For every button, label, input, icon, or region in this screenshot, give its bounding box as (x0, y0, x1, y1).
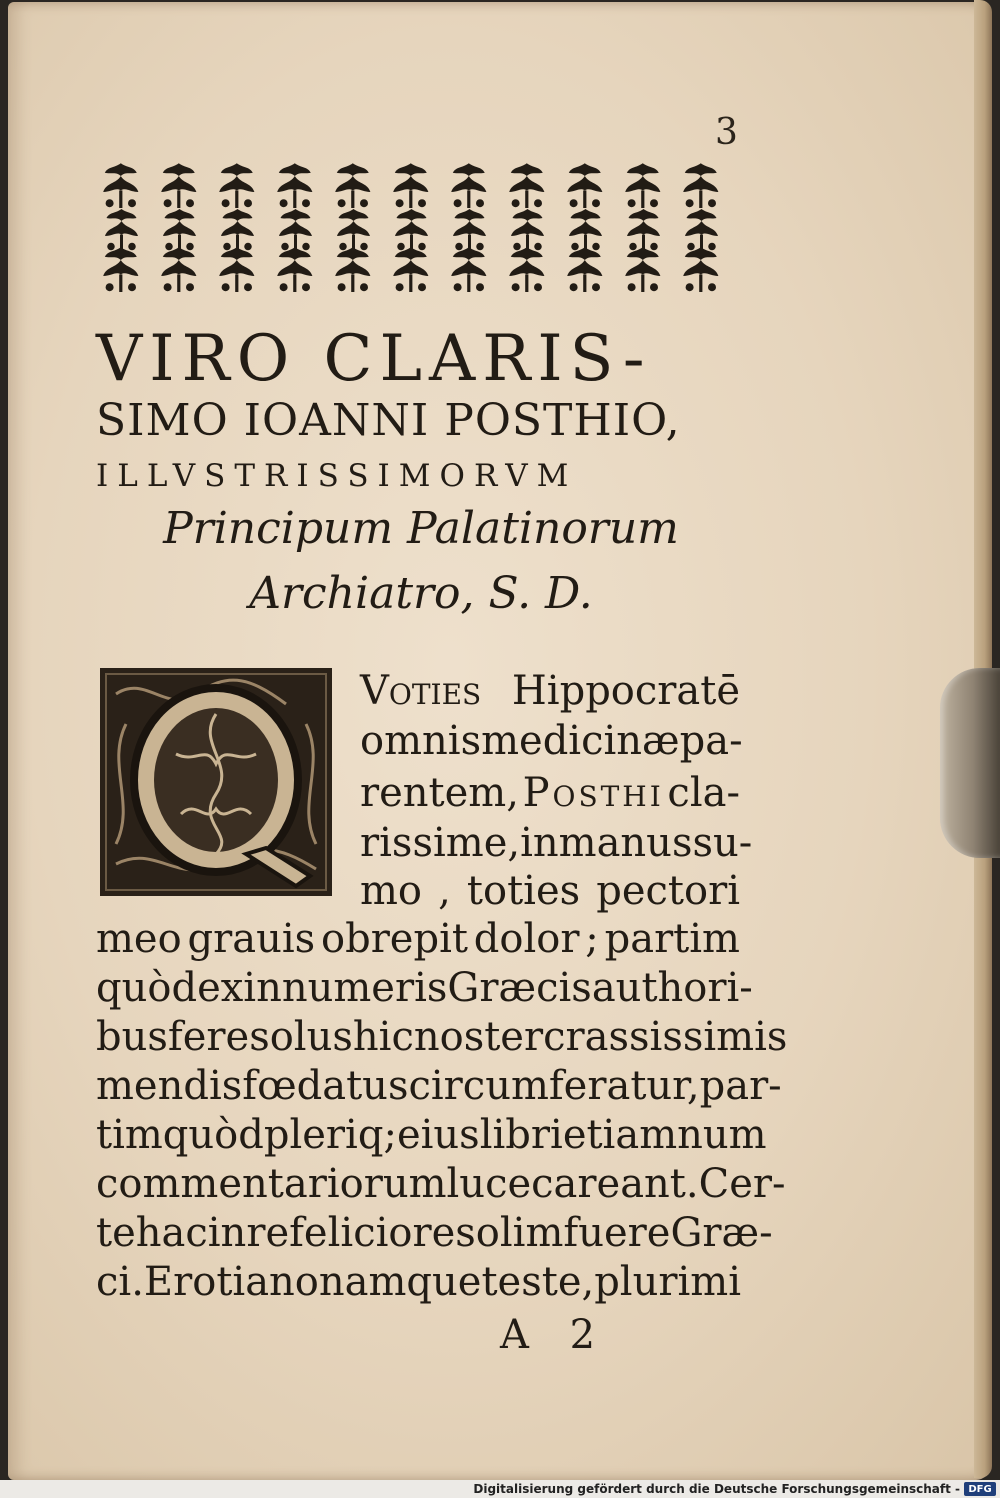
ornament-glyph (683, 247, 718, 292)
ornament-glyph (569, 209, 602, 251)
word: omnis (360, 718, 482, 764)
ornament-glyph (277, 247, 312, 292)
ornament-glyph (161, 163, 196, 208)
word: quòd (96, 965, 198, 1011)
word: par- (699, 1063, 782, 1109)
word: Græ- (670, 1210, 773, 1256)
word: ex (197, 965, 244, 1011)
word: rissime, (360, 820, 521, 866)
ornament-glyph (163, 209, 196, 251)
footer-bar (0, 1480, 1000, 1498)
ornament-glyph (337, 209, 370, 251)
catchword: A 2 (500, 1312, 610, 1358)
word: luce (446, 1161, 532, 1207)
ornament-glyph (683, 163, 718, 208)
ornament-glyph (277, 163, 312, 208)
ornament-glyph (625, 163, 660, 208)
word: su- (692, 820, 753, 866)
dfg-logo: DFG (964, 1482, 996, 1496)
word: solus (249, 1014, 353, 1060)
word: mendis (96, 1063, 243, 1109)
word: Erotiano (143, 1259, 319, 1305)
text-line (96, 965, 753, 1011)
ornament-glyph (627, 209, 660, 251)
word: re (246, 1210, 290, 1256)
title-line-2: SIMO IOANNI POSTHIO, (96, 395, 681, 446)
word: tim (96, 1112, 163, 1158)
word: feliciores (289, 1210, 476, 1256)
text-line (96, 1014, 788, 1060)
word: bus (96, 1014, 168, 1060)
ornament-glyph (625, 247, 660, 292)
word: te (96, 1210, 136, 1256)
ornament-glyph (279, 209, 312, 251)
ornament-band (100, 160, 740, 292)
ornament-glyph (393, 247, 428, 292)
word: fere (167, 1014, 250, 1060)
text-line (96, 1210, 773, 1256)
word: Posthi (522, 770, 664, 816)
word: hac (135, 1210, 208, 1256)
word: cla- (667, 770, 740, 816)
word: ci. (96, 1259, 144, 1305)
word: fuere (563, 1210, 671, 1256)
decorated-initial-q (96, 664, 336, 900)
word: careant. (531, 1161, 699, 1207)
ornament-glyph (105, 209, 138, 251)
text-line (96, 1063, 782, 1109)
text-line (360, 868, 740, 914)
word: eius (396, 1112, 480, 1158)
word: Græcis (447, 965, 592, 1011)
word: ; (585, 916, 599, 962)
text-line (96, 1161, 786, 1207)
ornament-glyph (219, 247, 254, 292)
ornament-glyph (567, 163, 602, 208)
ornament-glyph (451, 247, 486, 292)
word: meo (96, 916, 182, 962)
word: Voties (360, 668, 482, 714)
text-line (360, 718, 743, 764)
text-line (360, 668, 740, 714)
word: fœdatus (242, 1063, 409, 1109)
word: mo (360, 868, 423, 914)
word: toties (466, 868, 581, 914)
ornament-glyph (451, 163, 486, 208)
ornament-glyph (509, 163, 544, 208)
page-clip (940, 668, 1000, 858)
ornament-glyph (221, 209, 254, 251)
word: grauis (187, 916, 316, 962)
title-line-5: Archiatro, S. D. (249, 568, 593, 619)
text-line (360, 770, 740, 816)
word: authori- (591, 965, 753, 1011)
ornament-glyph (567, 247, 602, 292)
ornament-glyph (509, 247, 544, 292)
word: obrepit (321, 916, 468, 962)
title-line-4: Principum Palatinorum (163, 503, 679, 554)
word: in (207, 1210, 247, 1256)
word: hic (352, 1014, 414, 1060)
word: etiamnum (562, 1112, 767, 1158)
ornament-glyph (393, 163, 428, 208)
word: quòd (162, 1112, 264, 1158)
ornament-glyph (219, 163, 254, 208)
page-number: 3 (715, 112, 738, 153)
word: plurimi (594, 1259, 741, 1305)
word: olim (475, 1210, 564, 1256)
ornament-glyph (395, 209, 428, 251)
word: commentariorum (96, 1161, 447, 1207)
word: medicinæ (481, 718, 680, 764)
ornament-glyph (685, 209, 718, 251)
text-line (96, 1112, 767, 1158)
word: pleriq; (263, 1112, 397, 1158)
text-line (360, 820, 753, 866)
text-line (96, 1259, 740, 1305)
word: namque (318, 1259, 482, 1305)
word: , (438, 868, 451, 914)
word: teste, (481, 1259, 595, 1305)
word: manus (558, 820, 693, 866)
ornament-glyph (335, 247, 370, 292)
ornament-glyph (511, 209, 544, 251)
ornament-glyph (103, 163, 138, 208)
text-line (96, 916, 740, 962)
word: partim (604, 916, 740, 962)
word: Hippocratē (511, 668, 740, 714)
ornament-glyph (161, 247, 196, 292)
word: crassissimis (543, 1014, 788, 1060)
word: in (520, 820, 559, 866)
word: libri (479, 1112, 563, 1158)
ornament-glyph (453, 209, 486, 251)
word: pectori (596, 868, 740, 914)
word: pa- (679, 718, 743, 764)
title-line-1: VIRO CLARIS- (96, 322, 652, 396)
footer-text: Digitalisierung gefördert durch die Deutsche Forschungsgemeinschaft - (473, 1482, 960, 1496)
ornament-glyph (103, 247, 138, 292)
word: innumeris (243, 965, 448, 1011)
ornament-glyph (335, 163, 370, 208)
word: circumferatur, (408, 1063, 700, 1109)
title-line-3: ILLVSTRISSIMORVM (96, 458, 578, 494)
word: Cer- (698, 1161, 786, 1207)
word: dolor (473, 916, 580, 962)
word: rentem, (360, 770, 519, 816)
word: noster (413, 1014, 544, 1060)
